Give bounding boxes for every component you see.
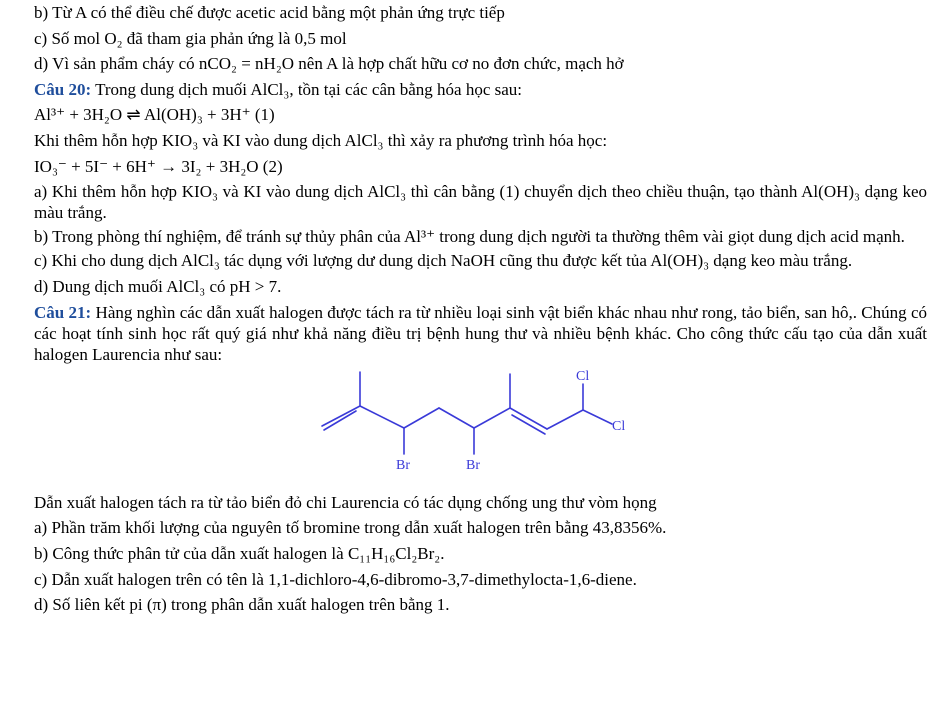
top-statement-d: d) Vì sản phẩm cháy có nCO₂ = nH₂O nên A là hợp chất hữu cơ no đơn chức, mạch hở <box>34 54 624 74</box>
top-statement-c: c) Số mol O₂ đã tham gia phản ứng là 0,5 mol <box>34 28 347 48</box>
q20-statement-b: b) Trong phòng thí nghiệm, để tránh sự thủy phân của Al³⁺ trong dung dịch người ta thường thêm vài giọt dung dịch acid mạnh. <box>34 227 905 247</box>
q21-statement-d: d) Số liên kết pi (π) trong phân dẫn xuất halogen trên bằng 1. <box>34 595 450 615</box>
q20-statement-a: a) Khi thêm hỗn hợp KIO₃ và KI vào dung dịch AlCl₃ thì cân bằng (1) chuyển dịch theo chiều thuận, tạo thành Al(OH)₃ dạng keo màu trắng. <box>34 182 927 223</box>
q20-stem: Trong dung dịch muối AlCl₃, tồn tại các cân bằng hóa học sau: <box>91 79 523 99</box>
top-statement-b: b) Từ A có thể điều chế được acetic acid bằng một phản ứng trực tiếp <box>34 3 505 22</box>
q20-statement-c: c) Khi cho dung dịch AlCl₃ tác dụng với lượng dư dung dịch NaOH cũng thu được kết tủa Al(OH)₃ dạng keo màu trắng. <box>34 251 853 271</box>
q20-statement-d: d) Dung dịch muối AlCl₃ có pH > 7. <box>34 277 282 297</box>
structure-diagram <box>34 368 927 490</box>
bromine-label-2: Br <box>466 457 480 473</box>
q21-after-text: Dẫn xuất halogen tách ra từ tảo biển đỏ chi Laurencia có tác dụng chống ung thư vòm họng <box>34 492 657 512</box>
q20-intro-2: Khi thêm hỗn hợp KIO₃ và KI vào dung dịch AlCl₃ thì xảy ra phương trình hóa học: <box>34 130 608 150</box>
bromine-label-1: Br <box>396 457 410 473</box>
q21-stem: Hàng nghìn các dẫn xuất halogen được tách ra từ nhiều loại sinh vật biển khác nhau như rong, tảo biển, san hô,. Chúng có các hoạt tính sinh học rất quý giá như khả năng điều trị bệnh hung thư và nhiều bệnh khác. Cho công thức cấu tạo của dẫn xuất halogen Laurencia như sau: <box>34 302 927 364</box>
chlorine-label-right: Cl <box>612 418 626 434</box>
q20-label: Câu 20: <box>34 79 92 99</box>
q21-statement-c: c) Dẫn xuất halogen trên có tên là 1,1-dichloro-4,6-dibromo-3,7-dimethylocta-1,6-diene. <box>34 569 637 589</box>
q21-statement-b: b) Công thức phân tử của dẫn xuất halogen là C₁₁H₁₆Cl₂Br₂. <box>34 543 445 563</box>
q20-header <box>34 77 927 103</box>
q20-equation-2: IO₃⁻ + 5I⁻ + 6H⁺ → 3I₂ + 3H₂O (2) <box>34 156 283 176</box>
q20-equation-1: Al³⁺ + 3H₂O ⇌ Al(OH)₃ + 3H⁺ (1) <box>34 105 275 125</box>
q21-header <box>34 302 927 365</box>
chlorine-label-top: Cl <box>576 368 590 384</box>
laurencia-structure <box>34 368 927 490</box>
q21-label: Câu 21: <box>34 302 92 322</box>
q21-statement-a: a) Phần trăm khối lượng của nguyên tố bromine trong dẫn xuất halogen trên bằng 43,8356%. <box>34 518 667 538</box>
